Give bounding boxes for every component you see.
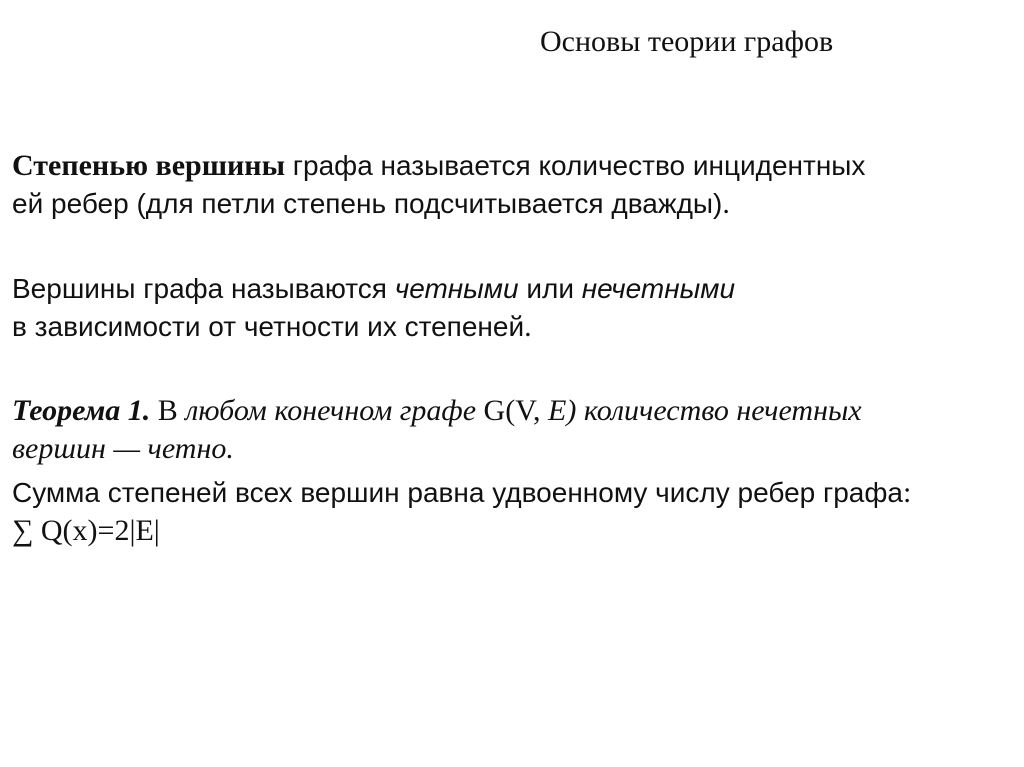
parity-intro: Вершины графа называются: [12, 273, 395, 304]
handshake-formula: ∑ Q(x)=2|E|: [12, 514, 160, 547]
degree-definition-line-1: [12, 147, 865, 185]
parity-or: или: [518, 273, 582, 304]
degree-definition: [12, 147, 865, 223]
term-even: четными: [394, 273, 519, 304]
term-odd: нечетными: [581, 273, 736, 304]
theorem-line-2: вершин — четно.: [12, 432, 234, 465]
theorem-graph-notation: G(V,: [483, 394, 548, 427]
handshake-line-1: [12, 474, 911, 512]
parity-definition-line-2: [12, 308, 735, 346]
theorem-line-1: [12, 392, 862, 430]
theorem-1: [12, 392, 862, 468]
period: .: [722, 187, 730, 220]
colon: :: [902, 476, 912, 509]
theorem-statement: E) количество нечетных: [548, 394, 862, 427]
theorem-in: В: [150, 394, 186, 427]
parity-definition-line-1: [12, 270, 735, 308]
theorem-graph-phrase: любом конечном графе: [185, 394, 484, 427]
slide-title: Основы теории графов: [540, 25, 834, 58]
parity-dependence: в зависимости от четности их степеней: [12, 311, 525, 342]
term-vertex-degree: Степенью вершины: [12, 149, 286, 182]
theorem-label: Теорема 1.: [12, 394, 151, 427]
handshake-text: Сумма степеней всех вершин равна удвоенному числу ребер графа: [12, 477, 903, 508]
handshake-lemma: [12, 474, 911, 550]
parity-definition: [12, 270, 735, 346]
period: .: [524, 310, 532, 343]
degree-definition-line-2: [12, 185, 865, 223]
definition-text: графа называется количество инцидентных: [285, 150, 866, 181]
loop-note: ей ребер (для петли степень подсчитывается дважды): [12, 188, 723, 219]
